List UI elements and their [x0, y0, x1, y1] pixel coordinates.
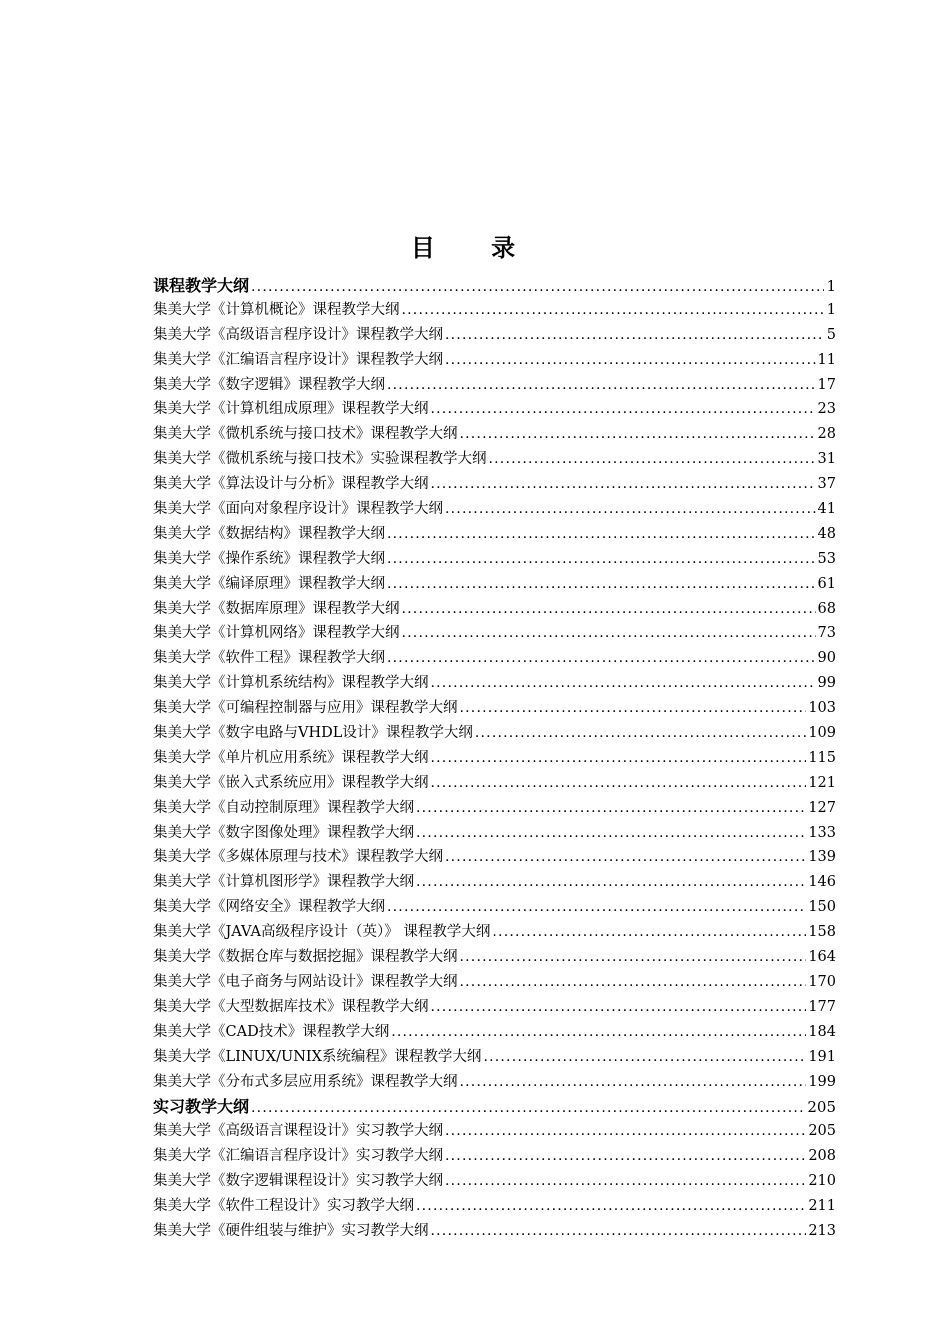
toc-page-number: 184 — [808, 1023, 836, 1040]
toc-page-number: 103 — [808, 700, 836, 717]
toc-entry[interactable] — [153, 970, 836, 995]
dot-leader — [475, 725, 806, 741]
toc-entry-title: 集美大学《多媒体原理与技术》课程教学大纲 — [153, 849, 443, 866]
toc-entry-title: 集美大学《软件工程设计》实习教学大纲 — [153, 1197, 414, 1214]
dot-leader — [387, 899, 806, 915]
toc-page-number: 146 — [808, 874, 836, 891]
toc-page-number: 53 — [817, 550, 836, 567]
toc-entry-title: 集美大学《数据结构》课程教学大纲 — [153, 525, 385, 542]
dot-leader — [431, 1223, 807, 1239]
toc-page-number: 191 — [808, 1048, 836, 1065]
toc-page-number: 121 — [808, 774, 836, 791]
dot-leader — [391, 1024, 806, 1040]
dot-leader — [431, 750, 807, 766]
toc-entry-title: 集美大学《LINUX/UNIX系统编程》课程教学大纲 — [153, 1048, 482, 1065]
toc-entry[interactable] — [153, 572, 836, 597]
dot-leader — [460, 974, 807, 990]
toc-entry-title: 集美大学《自动控制原理》课程教学大纲 — [153, 799, 414, 816]
dot-leader — [445, 1173, 806, 1189]
toc-page-number: 164 — [808, 949, 836, 966]
toc-entry[interactable] — [153, 1070, 836, 1095]
toc-entry[interactable] — [153, 845, 836, 870]
toc-section-heading[interactable] — [153, 273, 836, 298]
toc-entry-title: 集美大学《软件工程》课程教学大纲 — [153, 650, 385, 667]
dot-leader — [387, 576, 816, 592]
toc-page-number: 37 — [817, 476, 836, 493]
dot-leader — [460, 1074, 807, 1090]
toc-entry[interactable] — [153, 547, 836, 572]
toc-page-number: 109 — [808, 725, 836, 742]
toc-entry-title: 集美大学《大型数据库技术》课程教学大纲 — [153, 998, 429, 1015]
toc-entry-title: 集美大学《数据库原理》课程教学大纲 — [153, 600, 400, 617]
toc-page-number: 158 — [808, 924, 836, 941]
dot-leader — [431, 775, 807, 791]
dot-leader — [445, 849, 806, 865]
toc-entry-title: 集美大学《编译原理》课程教学大纲 — [153, 575, 385, 592]
toc-page-number: 17 — [817, 376, 836, 393]
dot-leader — [431, 401, 816, 417]
toc-entry[interactable] — [153, 323, 836, 348]
toc-entry-title: 集美大学《数字图像处理》课程教学大纲 — [153, 824, 414, 841]
toc-entry-title: 集美大学《数字电路与VHDL设计》课程教学大纲 — [153, 725, 473, 742]
dot-leader — [431, 675, 816, 691]
toc-entry-title: 集美大学《单片机应用系统》课程教学大纲 — [153, 749, 429, 766]
toc-entry-title: 集美大学《操作系统》课程教学大纲 — [153, 550, 385, 567]
dot-leader — [402, 625, 816, 641]
dot-leader — [387, 650, 816, 666]
toc-entry[interactable] — [153, 447, 836, 472]
toc-entry[interactable] — [153, 771, 836, 796]
dot-leader — [445, 327, 825, 343]
toc-page-number: 208 — [808, 1148, 836, 1165]
toc-entry-title: 集美大学《数字逻辑》课程教学大纲 — [153, 376, 385, 393]
toc-section-heading[interactable] — [153, 1094, 836, 1119]
toc-entry-title: 集美大学《计算机概论》课程教学大纲 — [153, 301, 400, 318]
toc-entry-title: 集美大学《面向对象程序设计》课程教学大纲 — [153, 501, 443, 518]
toc-page-number: 11 — [817, 351, 836, 368]
toc-entry-title: 课程教学大纲 — [153, 276, 250, 295]
toc-entry[interactable] — [153, 796, 836, 821]
toc-page-number: 170 — [808, 973, 836, 990]
dot-leader — [445, 1148, 806, 1164]
dot-leader — [387, 551, 816, 567]
dot-leader — [387, 377, 816, 393]
toc-entry-title: 集美大学《高级语言课程设计》实习教学大纲 — [153, 1123, 443, 1140]
dot-leader — [460, 426, 816, 442]
toc-entry[interactable] — [153, 671, 836, 696]
toc-page-number: 205 — [808, 1123, 836, 1140]
dot-leader — [387, 526, 816, 542]
toc-page-number: 5 — [826, 326, 836, 343]
toc-entry[interactable] — [153, 995, 836, 1020]
toc-entry[interactable] — [153, 1219, 836, 1244]
dot-leader — [460, 700, 807, 716]
toc-entry-title: 集美大学《微机系统与接口技术》课程教学大纲 — [153, 426, 458, 443]
toc-entry-title: 集美大学《分布式多层应用系统》课程教学大纲 — [153, 1073, 458, 1090]
toc-page-number: 68 — [817, 600, 836, 617]
toc-entry-title: 集美大学《计算机网络》课程教学大纲 — [153, 625, 400, 642]
toc-entry-title: 集美大学《JAVA高级程序设计（英）》 课程教学大纲 — [153, 924, 491, 941]
toc-entry-title: 集美大学《网络安全》课程教学大纲 — [153, 899, 385, 916]
dot-leader — [460, 949, 807, 965]
toc-page-number: 1 — [826, 277, 836, 295]
toc-entry-title: 集美大学《可编程控制器与应用》课程教学大纲 — [153, 700, 458, 717]
toc-entry[interactable] — [153, 870, 836, 895]
toc-entry[interactable] — [153, 497, 836, 522]
toc-entry[interactable] — [153, 1169, 836, 1194]
toc-entry[interactable] — [153, 422, 836, 447]
toc-entry-title: 实习教学大纲 — [153, 1097, 250, 1117]
toc-page-number: 99 — [817, 675, 836, 692]
toc-entry-title: 集美大学《CAD技术》课程教学大纲 — [153, 1023, 390, 1040]
toc-entry-title: 集美大学《数字逻辑课程设计》实习教学大纲 — [153, 1173, 443, 1190]
toc-entry[interactable] — [153, 621, 836, 646]
toc-entry[interactable] — [153, 597, 836, 622]
toc-entry-title: 集美大学《汇编语言程序设计》课程教学大纲 — [153, 351, 443, 368]
toc-entry[interactable] — [153, 821, 836, 846]
toc-page-number: 1 — [826, 301, 836, 318]
toc-entry[interactable] — [153, 397, 836, 422]
toc-page-number: 23 — [817, 401, 836, 418]
dot-leader — [492, 924, 806, 940]
toc-page-number: 31 — [817, 451, 836, 468]
toc-page-number: 210 — [808, 1173, 836, 1190]
toc-page-number: 213 — [808, 1222, 836, 1239]
table-of-contents — [153, 273, 836, 1244]
dot-leader — [431, 476, 816, 492]
toc-entry-title: 集美大学《计算机组成原理》课程教学大纲 — [153, 401, 429, 418]
toc-entry[interactable] — [153, 1194, 836, 1219]
dot-leader — [483, 1049, 806, 1065]
toc-entry-title: 集美大学《微机系统与接口技术》实验课程教学大纲 — [153, 451, 487, 468]
toc-entry-title: 集美大学《算法设计与分析》课程教学大纲 — [153, 476, 429, 493]
toc-page-number: 28 — [817, 426, 836, 443]
dot-leader — [416, 874, 806, 890]
dot-leader — [251, 279, 824, 295]
toc-entry-title: 集美大学《高级语言程序设计》课程教学大纲 — [153, 326, 443, 343]
dot-leader — [251, 1100, 805, 1116]
dot-leader — [445, 352, 816, 368]
toc-entry[interactable] — [153, 472, 836, 497]
toc-page-number: 90 — [817, 650, 836, 667]
toc-entry[interactable] — [153, 721, 836, 746]
toc-page-number: 139 — [808, 849, 836, 866]
toc-page-number: 177 — [808, 998, 836, 1015]
dot-leader — [431, 999, 807, 1015]
toc-entry-title: 集美大学《电子商务与网站设计》课程教学大纲 — [153, 973, 458, 990]
toc-entry[interactable] — [153, 348, 836, 373]
toc-entry-title: 集美大学《数据仓库与数据挖掘》课程教学大纲 — [153, 949, 458, 966]
toc-entry[interactable] — [153, 298, 836, 323]
toc-entry-title: 集美大学《计算机系统结构》课程教学大纲 — [153, 675, 429, 692]
toc-entry[interactable] — [153, 373, 836, 398]
toc-page-number: 199 — [808, 1073, 836, 1090]
toc-page-number: 205 — [807, 1098, 836, 1117]
dot-leader — [402, 302, 825, 318]
toc-page-number: 115 — [808, 749, 836, 766]
dot-leader — [489, 451, 816, 467]
toc-entry-title: 集美大学《汇编语言程序设计》实习教学大纲 — [153, 1148, 443, 1165]
page-title: 目 录 — [410, 234, 540, 262]
toc-entry[interactable] — [153, 1119, 836, 1144]
dot-leader — [416, 825, 806, 841]
toc-entry[interactable] — [153, 746, 836, 771]
toc-entry[interactable] — [153, 920, 836, 945]
dot-leader — [445, 1123, 806, 1139]
toc-page-number: 127 — [808, 799, 836, 816]
toc-page-number: 211 — [808, 1197, 836, 1214]
toc-entry[interactable] — [153, 646, 836, 671]
toc-entry[interactable] — [153, 1045, 836, 1070]
dot-leader — [445, 501, 816, 517]
toc-entry-title: 集美大学《嵌入式系统应用》课程教学大纲 — [153, 774, 429, 791]
toc-entry-title: 集美大学《硬件组装与维护》实习教学大纲 — [153, 1222, 429, 1239]
toc-entry[interactable] — [153, 945, 836, 970]
toc-page-number: 150 — [808, 899, 836, 916]
toc-page-number: 73 — [817, 625, 836, 642]
toc-page-number: 133 — [808, 824, 836, 841]
toc-entry[interactable] — [153, 696, 836, 721]
toc-entry[interactable] — [153, 1020, 836, 1045]
toc-entry[interactable] — [153, 1144, 836, 1169]
toc-entry[interactable] — [153, 522, 836, 547]
dot-leader — [402, 601, 816, 617]
toc-entry[interactable] — [153, 895, 836, 920]
toc-entry-title: 集美大学《计算机图形学》课程教学大纲 — [153, 874, 414, 891]
dot-leader — [416, 1198, 806, 1214]
toc-page-number: 41 — [817, 501, 836, 518]
toc-page-number: 48 — [817, 525, 836, 542]
dot-leader — [416, 800, 806, 816]
toc-page-number: 61 — [817, 575, 836, 592]
